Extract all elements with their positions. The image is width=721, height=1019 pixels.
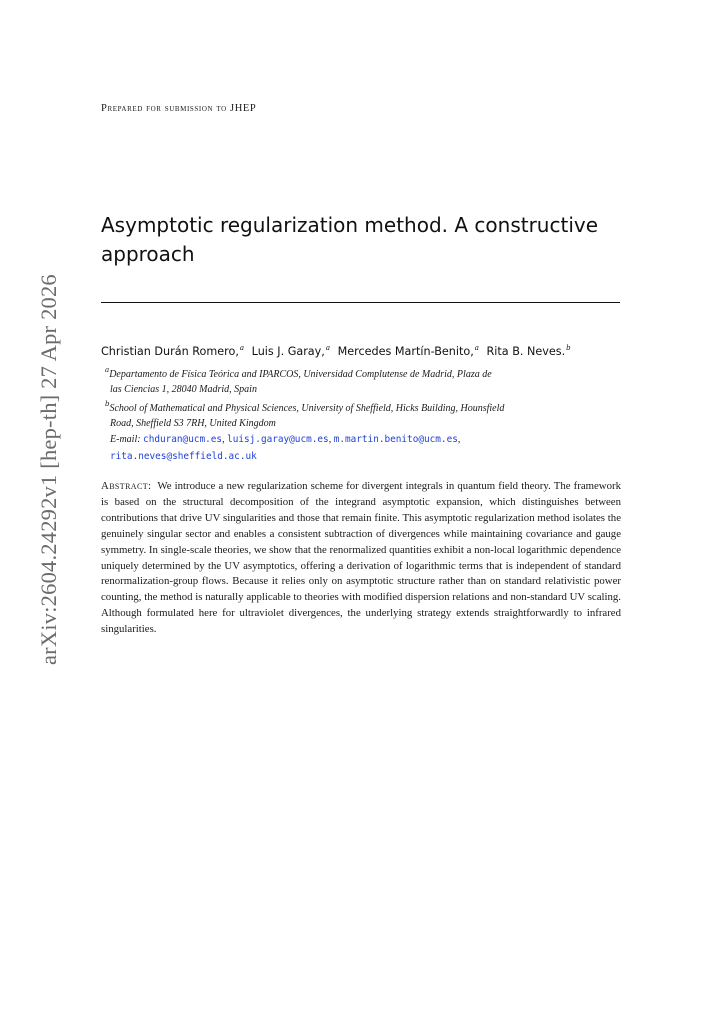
author-name: Mercedes Martín-Benito, <box>337 345 474 358</box>
email-block: E-mail: chduran@ucm.es, luisj.garay@ucm.es, m.martin.benito@ucm.es, rita.neves@sheffield.ac.uk <box>110 434 461 462</box>
email-link[interactable]: luisj.garay@ucm.es <box>227 434 329 445</box>
affiliation-text: School of Mathematical and Physical Sciences, University of Sheffield, Hicks Building, Hounsfield <box>109 403 505 414</box>
author-name: Luis J. Garay, <box>251 345 325 358</box>
affiliation-b <box>104 397 624 431</box>
affiliation-text-cont: Road, Sheffield S3 7RH, United Kingdom <box>110 417 276 429</box>
author-list <box>101 341 641 359</box>
author-name: Christian Durán Romero, <box>101 345 239 358</box>
email-link[interactable]: chduran@ucm.es <box>143 434 223 445</box>
affiliation-mark: a <box>105 366 110 374</box>
affiliation-mark: a <box>474 344 479 352</box>
email-link[interactable]: rita.neves@sheffield.ac.uk <box>110 451 257 462</box>
affiliation-text-cont: las Ciencias 1, 28040 Madrid, Spain <box>110 383 257 395</box>
abstract-text: We introduce a new regularization scheme for divergent integrals in quantum field theory. The framework is based on the structural decomposition of the integrand asymptotic expansion, which distinguishes between contributions that drive UV singularities and those that remain finite. This asymptotic regularization method isolates the genuinely singular sector and enables a consistent subtraction of divergences while maintaining covariance and gauge symmetry. In single-scale theories, we show that the renormalized quantities exhibit a non-local logarithmic dependence uniquely determined by the UV asymptotics, offering a derivation of logarithmic terms that is independent of standard renormalization-group flows. Because it relies only on asymptotic structure rather than on standard relativistic power counting, the method is naturally applicable to theories with modified dispersion relations and non-standard UV scaling. Although formulated here for ultraviolet divergences, the underlying strategy extends straightforwardly to infrared singularities. <box>101 480 621 636</box>
affiliation-a <box>104 363 624 397</box>
abstract-heading: Abstract: <box>101 480 152 492</box>
paper-title: Asymptotic regularization method. A constructive approach <box>101 213 599 266</box>
affiliation-mark: b <box>105 400 110 408</box>
title-rule <box>101 302 620 303</box>
author-name: Rita B. Neves. <box>486 345 566 358</box>
affiliation-text: Departamento de Física Teórica and IPARCOS, Universidad Complutense de Madrid, Plaza de <box>109 369 492 380</box>
affiliation-mark: a <box>325 344 331 352</box>
affiliation-mark: a <box>239 344 245 352</box>
email-label: E-mail: <box>110 434 141 445</box>
affiliation-mark: b <box>566 344 571 352</box>
arxiv-identifier-stamp[interactable]: arXiv:2604.24292v1 [hep-th] 27 Apr 2026 <box>36 274 61 665</box>
submission-note: Prepared for submission to JHEP <box>101 103 257 114</box>
email-link[interactable]: m.martin.benito@ucm.es <box>333 434 458 445</box>
abstract <box>101 479 621 638</box>
